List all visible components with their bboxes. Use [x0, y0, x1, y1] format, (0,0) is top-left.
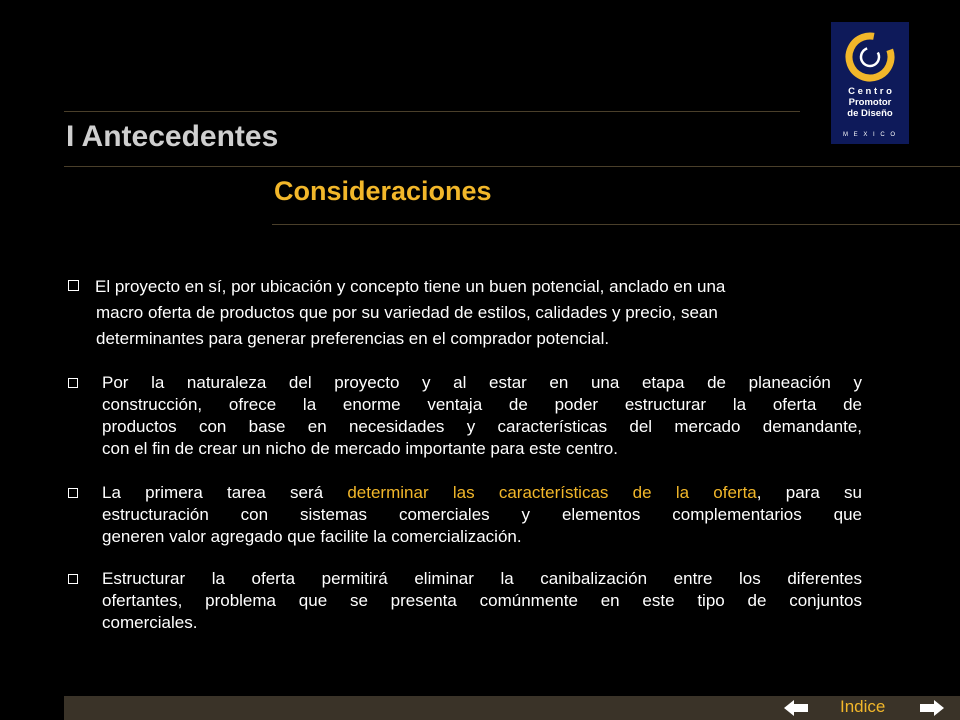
intro-line-3: determinantes para generar preferencias en el comprador potencial.: [96, 329, 610, 348]
subtitle-rule: [272, 224, 960, 225]
list-item: Por la naturaleza del proyecto y al estar en una etapa de planeación y construcción, ofrece la enorme ventaja de poder estructurar la oferta de productos con base en necesidades y características del mercado demandante, con el fin de crear un nicho de mercado importante para este centro.: [68, 372, 862, 460]
list-item: Estructurar la oferta permitirá eliminar la canibalización entre los diferentes ofertantes, problema que se presenta comúnmente en este tipo de conjuntos comerciales.: [68, 568, 862, 634]
highlighted-phrase: determinar las características de la oferta: [347, 483, 757, 502]
index-link[interactable]: Indice: [840, 697, 886, 716]
list-item: La primera tarea será determinar las características de la oferta, para su estructuración con sistemas comerciales y elementos complementarios que generen valor agregado que facilite la comercialización.: [68, 482, 862, 548]
footer-bar: [64, 696, 960, 720]
logo-ring-icon: [841, 28, 899, 86]
bullet-square-icon: [68, 280, 79, 291]
header-bottom-rule: [64, 166, 960, 167]
logo-text-diseno: de Diseño: [847, 108, 893, 119]
intro-paragraph: [68, 274, 898, 352]
centro-promotor-logo: [831, 22, 909, 144]
page-title: I Antecedentes: [66, 120, 279, 153]
intro-line-1: El proyecto en sí, por ubicación y concepto tiene un buen potencial, anclado en una: [68, 277, 725, 296]
logo-text-mexico: M E X I C O: [842, 132, 897, 138]
logo-text-centro: C e n t r o: [848, 86, 892, 97]
bullet-square-icon: [68, 574, 78, 584]
intro-line-2: macro oferta de productos que por su variedad de estilos, calidades y precio, sean: [96, 303, 718, 322]
next-arrow-icon[interactable]: [918, 700, 944, 716]
logo-text-promotor: Promotor: [848, 97, 892, 108]
bullet-square-icon: [68, 378, 78, 388]
section-subtitle: Consideraciones: [274, 176, 492, 206]
bullet-square-icon: [68, 488, 78, 498]
previous-arrow-icon[interactable]: [784, 700, 810, 716]
header-top-rule: [64, 111, 800, 112]
